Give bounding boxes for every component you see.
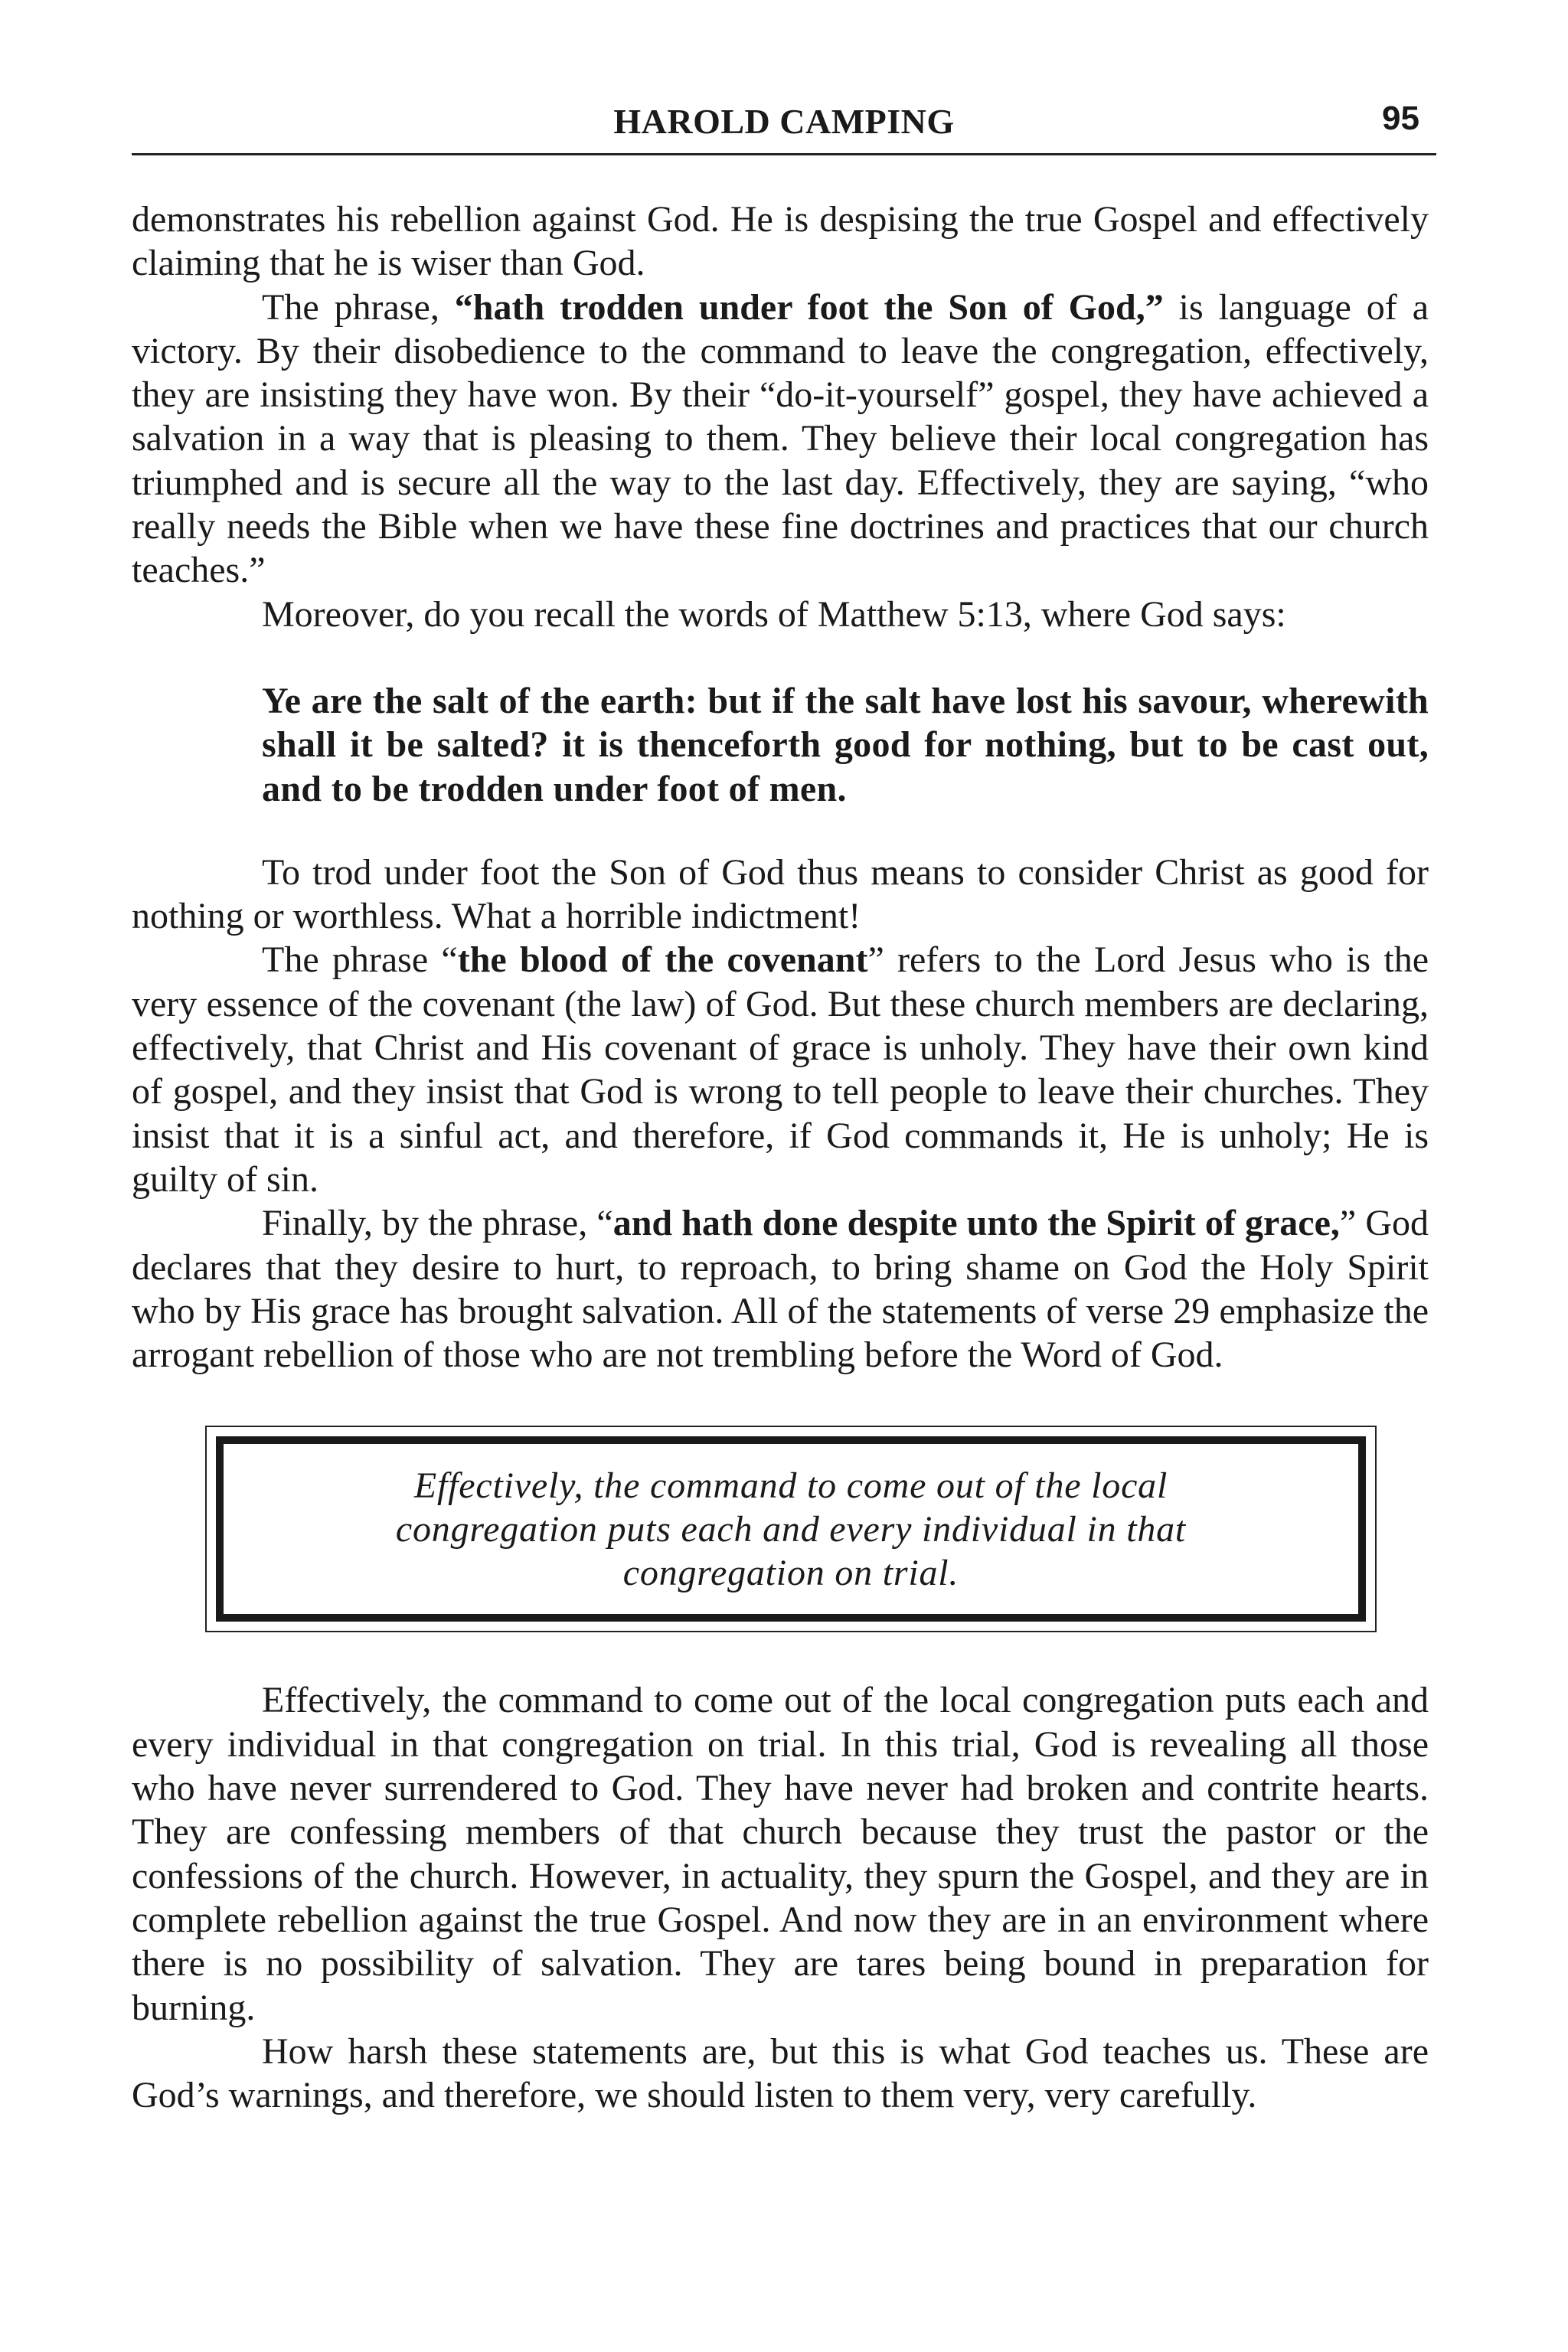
paragraph-trod: To trod under foot the Son of God thus means to consider Christ as good for nothing or worthless. What a horrible indictment!: [132, 851, 1429, 937]
page-body: [132, 198, 1429, 2117]
paragraph-text: Finally, by the phrase, “: [262, 1203, 613, 1244]
paragraph-warnings: How harsh these statements are, but this is what God teaches us. These are God’s warnings, and therefore, we should listen to them very, very carefully.: [132, 2030, 1429, 2116]
scripture-quote: Ye are the salt of the earth: but if the salt have lost his savour, wherewith shall it be salted? it is thenceforth good for nothing, but to be cast out, and to be trodden under foot of men.: [262, 680, 1429, 809]
paragraph-matthew-intro: Moreover, do you recall the words of Matthew 5:13, where God says:: [262, 593, 1286, 635]
paragraph-spirit-of-grace: [132, 1201, 1429, 1377]
paragraph-text: is language of a victory. By their disobedience to the command to leave the congregation, effectively, they are insisting they have won. By their “do-it-yourself” gospel, they have achieved a salvation in a way that is pleasing to them. They believe their local congregation has triumphed and is secure all the way to the last day. Effectively, they are saying, “who really needs the Bible when we have these fine doctrines and practices that our church teaches.”: [132, 286, 1429, 591]
paragraph-text: The phrase,: [262, 286, 455, 328]
paragraph-text: The phrase “: [262, 939, 458, 981]
paragraph-text: ” refers to the Lord Jesus who is the very essence of the covenant (the law) of God. But these church members are declaring, effectively, that Christ and His covenant of grace is unholy. They have their own kind of gospel, and they insist that God is wrong to tell people to leave their churches. They insist that it is a sinful act, and therefore, if God commands it, He is unholy; He is guilty of sin.: [132, 939, 1429, 1200]
paragraph-trial: Effectively, the command to come out of the local congregation puts each and every individual in that congregation on trial. In this trial, God is revealing all those who have never surrendered to God. They have never had broken and contrite hearts. They are confessing members of that church because they trust the pastor or the confessions of the church. However, in actuality, they spurn the Gospel, and they are in complete rebellion against the true Gospel. And now they are in an environment where there is no possibility of salvation. They are tares being bound in preparation for burning.: [132, 1680, 1429, 2028]
paragraph-continuation: demonstrates his rebellion against God. He is despising the true Gospel and effectively claiming that he is wiser than God.: [132, 199, 1429, 284]
paragraph-trodden: [132, 286, 1429, 593]
page-number: 95: [1382, 100, 1419, 137]
paragraph-text: ” God declares that they desire to hurt, to reproach, to bring shame on God the Holy Spirit who by His grace has brought salvation. All of the statements of verse 29 emphasize the arrogant rebellion of those who are not trembling before the Word of God.: [132, 1203, 1429, 1376]
emphasis-phrase: the blood of the covenant: [457, 939, 868, 981]
header-title: HAROLD CAMPING: [613, 102, 955, 141]
running-header: [132, 98, 1436, 155]
emphasis-phrase: and hath done despite unto the Spirit of grace,: [612, 1203, 1340, 1244]
pull-quote-text: Effectively, the command to come out of the local congregation puts each and every individual in that congregation on trial.: [395, 1465, 1187, 1593]
pull-quote-box: [205, 1426, 1377, 1632]
paragraph-covenant: [132, 938, 1429, 1201]
pull-quote-frame: [216, 1436, 1366, 1622]
emphasis-phrase: “hath trodden under foot the Son of God,”: [454, 286, 1164, 328]
